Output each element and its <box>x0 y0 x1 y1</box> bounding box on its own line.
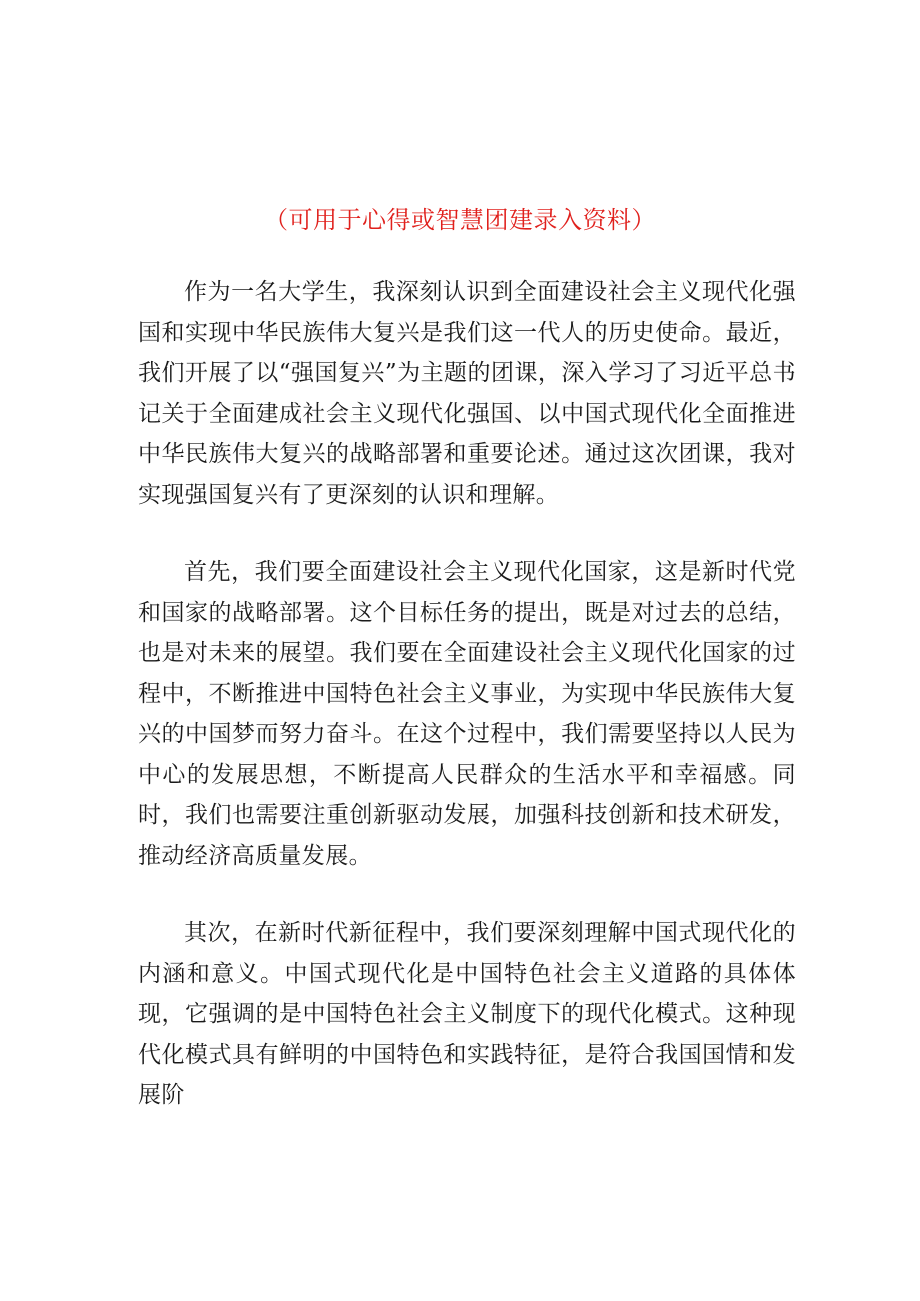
document-body <box>138 272 796 1153</box>
paragraph-1: 作为一名大学生，我深刻认识到全面建设社会主义现代化强国和实现中华民族伟大复兴是我们这一代人的历史使命。最近，我们开展了以“强国复兴”为主题的团课，深入学习了习近平总书记关于全面建成社会主义现代化强国、以中国式现代化全面推进中华民族伟大复兴的战略部署和重要论述。通过这次团课，我对实现强国复兴有了更深刻的认识和理解。 <box>138 279 796 508</box>
paragraph-2: 首先，我们要全面建设社会主义现代化国家，这是新时代党和国家的战略部署。这个目标任务的提出，既是对过去的总结，也是对未来的展望。我们要在全面建设社会主义现代化国家的过程中，不断推进中国特色社会主义事业，为实现中华民族伟大复兴的中国梦而努力奋斗。在这个过程中，我们需要坚持以人民为中心的发展思想，不断提高人民群众的生活水平和幸福感。同时，我们也需要注重创新驱动发展，加强科技创新和技术研发，推动经济高质量发展。 <box>138 559 796 869</box>
document-subtitle: （可用于心得或智慧团建录入资料） <box>264 206 656 234</box>
paragraph-3: 其次，在新时代新征程中，我们要深刻理解中国式现代化的内涵和意义。中国式现代化是中国特色社会主义道路的具体体现，它强调的是中国特色社会主义制度下的现代化模式。这种现代化模式具有鲜明的中国特色和实践特征，是符合我国国情和发展阶 <box>138 920 796 1108</box>
